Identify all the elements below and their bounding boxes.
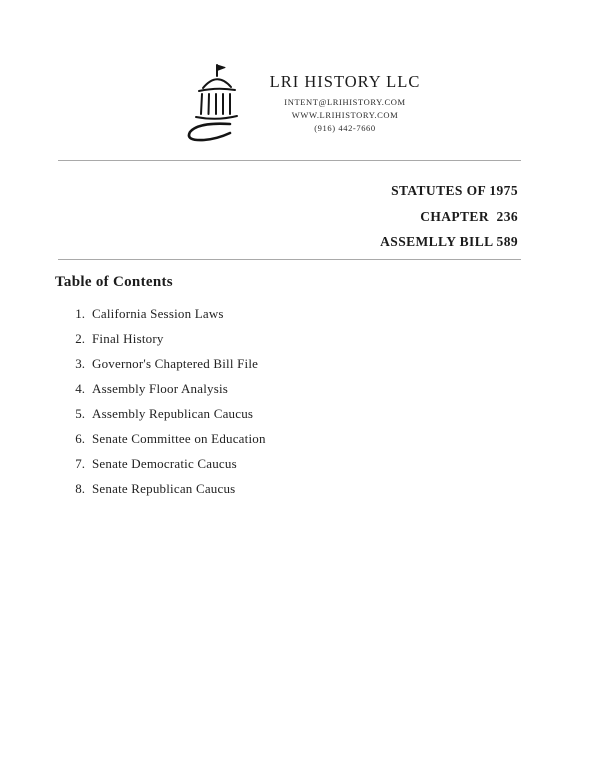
website-line: WWW.LRIHISTORY.COM (291, 110, 399, 121)
toc-item-label: Assembly Floor Analysis (92, 381, 229, 396)
list-item (68, 356, 266, 381)
toc-item-label: Governor's Chaptered Bill File (92, 356, 259, 371)
toc-item-label: California Session Laws (92, 306, 224, 321)
company-name: LRI HISTORY LLC (269, 72, 421, 91)
list-item (68, 431, 266, 456)
toc-item-number: 8. (75, 481, 85, 496)
list-item (68, 456, 266, 481)
toc-item-number: 7. (75, 456, 85, 471)
capitol-logo-icon (180, 62, 250, 144)
list-item (68, 331, 266, 356)
toc-item-label: Senate Republican Caucus (92, 481, 236, 496)
email-line: INTENT@LRIHISTORY.COM (284, 97, 406, 107)
statutes-line: STATUTES OF 1975 (391, 183, 518, 198)
toc-item-number: 1. (75, 306, 85, 321)
toc-item-number: 3. (75, 356, 85, 371)
horizontal-rule-top (58, 160, 521, 161)
bill-reference-block (380, 178, 518, 255)
toc-item-label: Senate Committee on Education (92, 431, 266, 446)
toc-item-label: Final History (92, 331, 164, 346)
letterhead-text (270, 60, 421, 136)
phone-line: (916) 442-7660 (314, 123, 376, 134)
list-item (68, 481, 266, 506)
toc-list (68, 306, 266, 506)
chapter-line: CHAPTER 236 (420, 208, 518, 224)
list-item (68, 381, 266, 406)
horizontal-rule-bottom (58, 259, 521, 260)
toc-item-number: 6. (75, 431, 85, 446)
list-item (68, 406, 266, 431)
toc-item-number: 5. (75, 406, 85, 421)
toc-item-label: Assembly Republican Caucus (92, 406, 254, 421)
toc-item-number: 2. (75, 331, 85, 346)
letterhead (0, 60, 600, 144)
assembly-bill-line: ASSEMLLY BILL 589 (380, 234, 518, 250)
toc-item-label: Senate Democratic Caucus (92, 456, 237, 471)
toc-item-number: 4. (75, 381, 85, 396)
list-item (68, 306, 266, 331)
toc-title: Table of Contents (55, 274, 173, 290)
